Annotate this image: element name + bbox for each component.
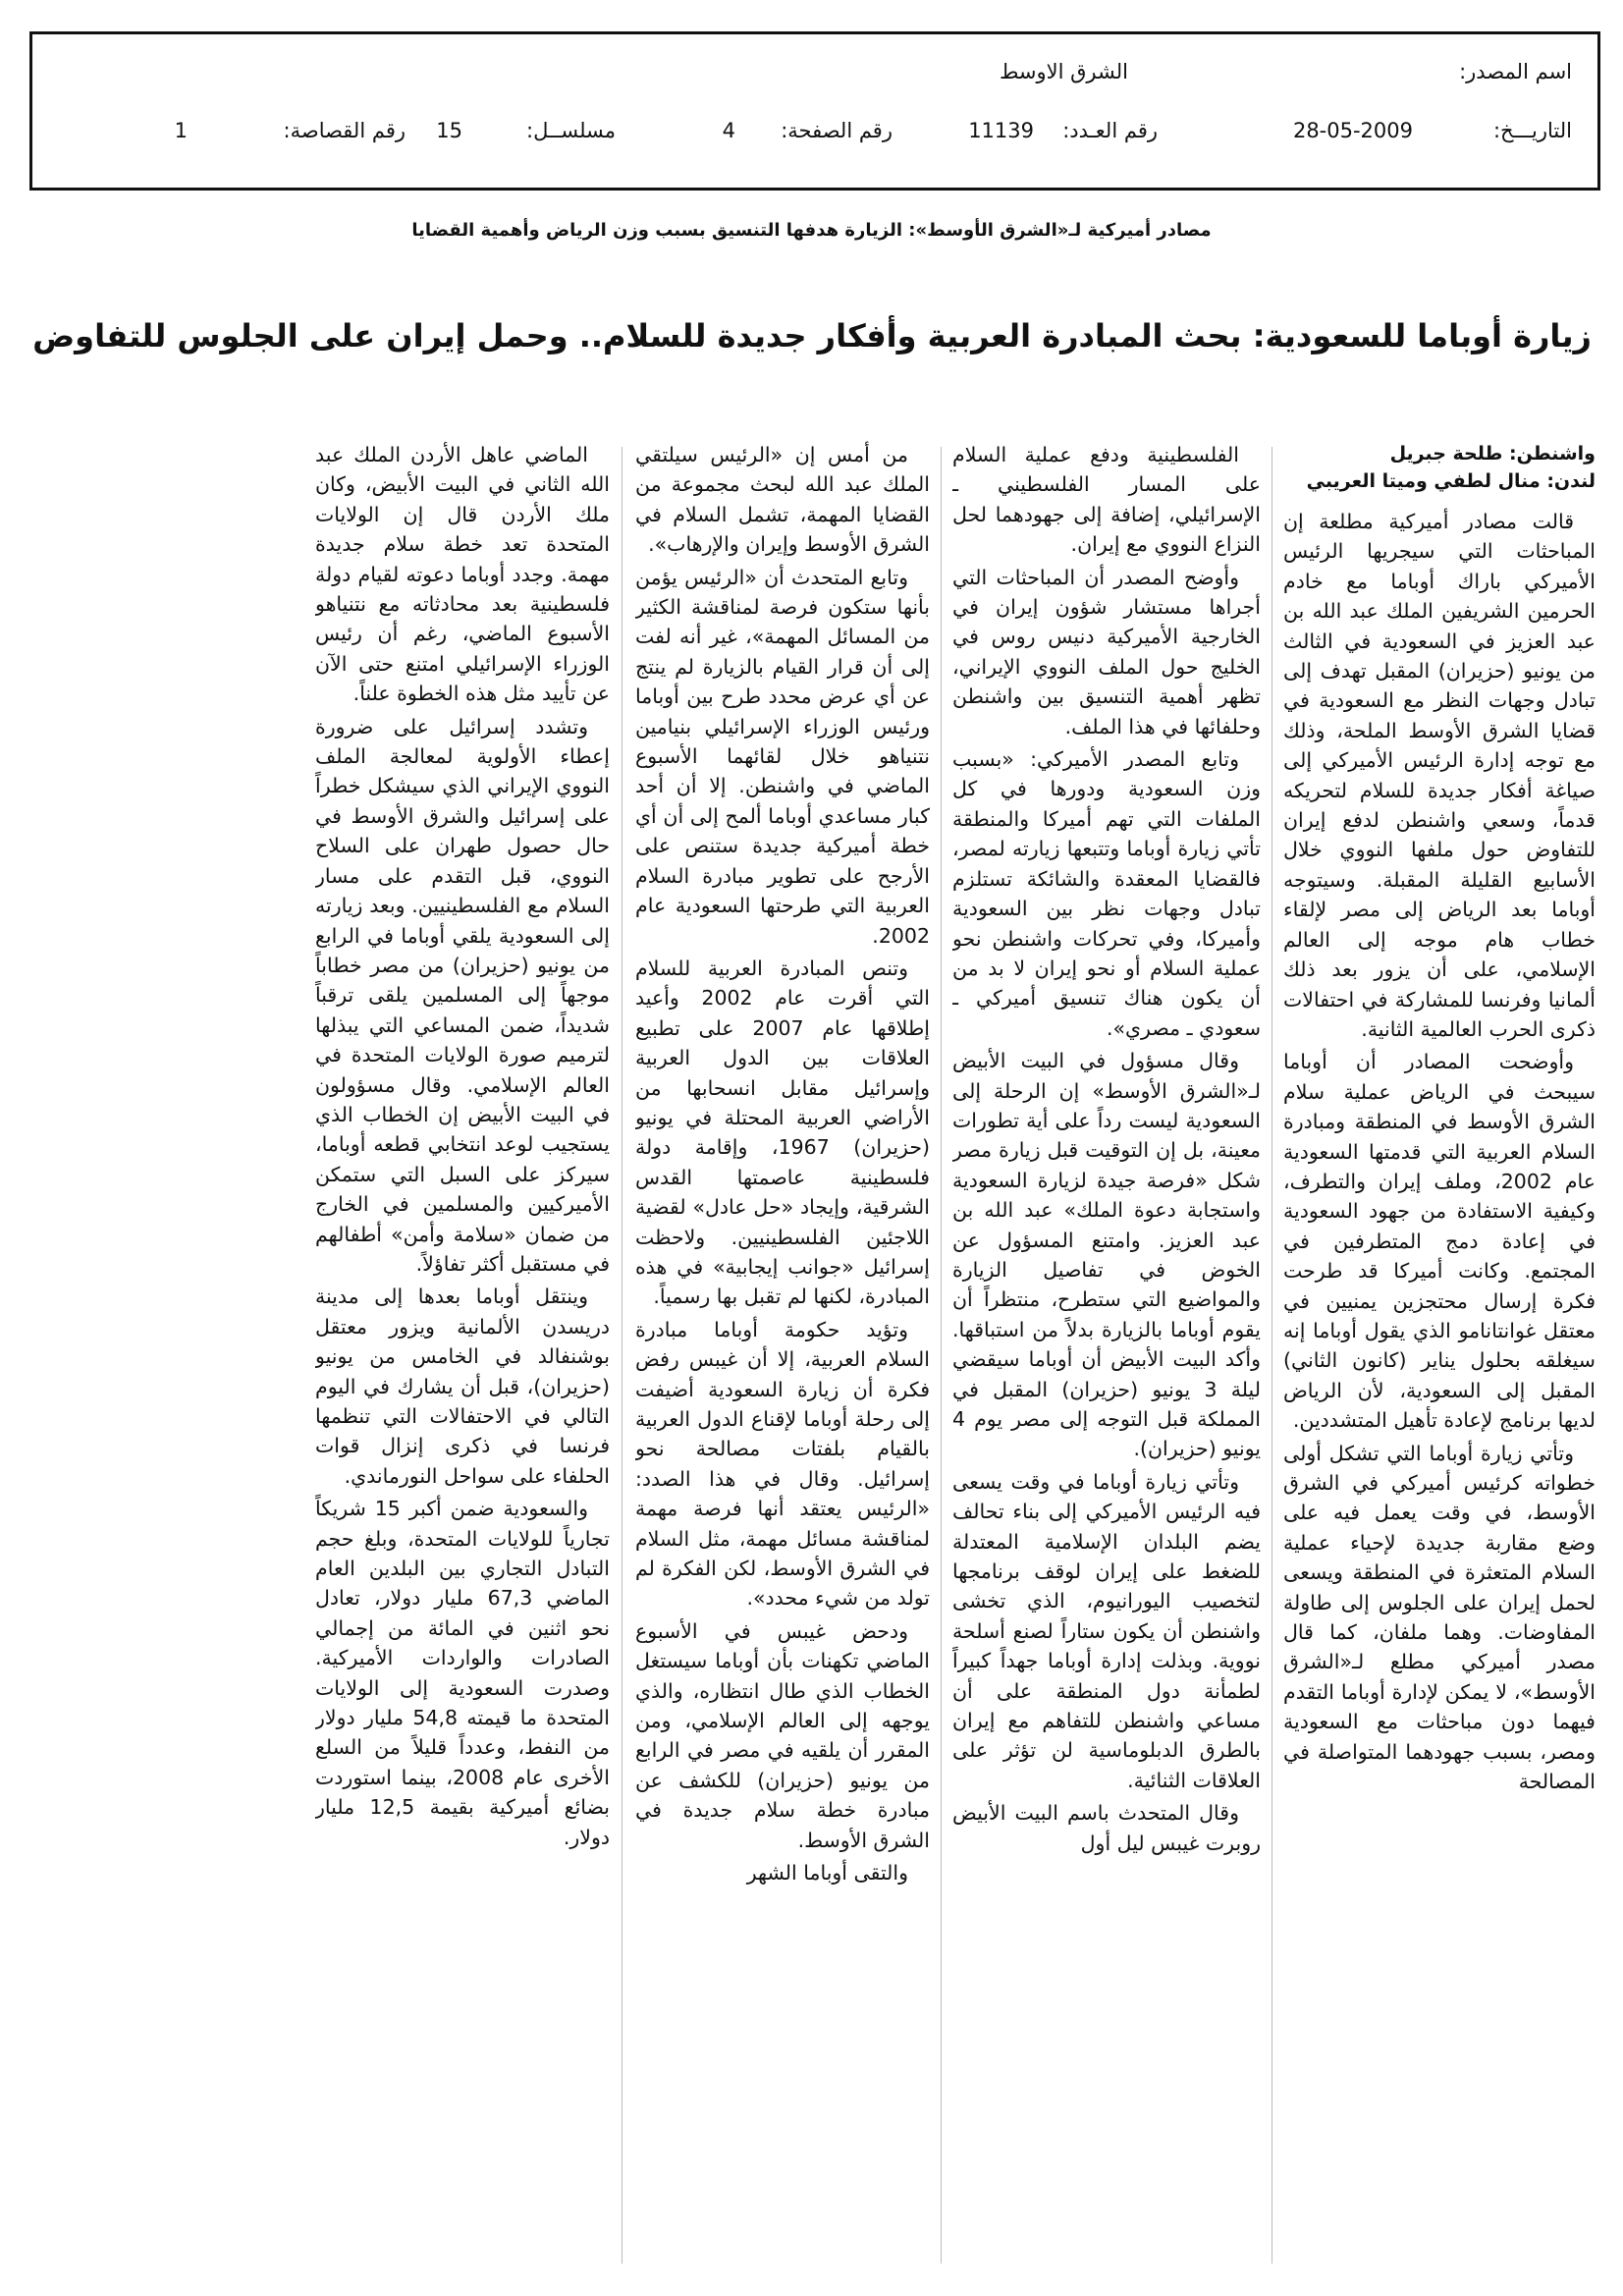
- date-label: التاريـــخ:: [1492, 119, 1572, 142]
- paragraph: وتشدد إسرائيل على ضرورة إعطاء الأولوية لمعالجة الملف النووي الإيراني الذي سيشكل خطراً على إسرائيل والشرق الأوسط في حال حصول طهران على السلاح النووي، قبل التقدم على مسار السلام مع الفلسطينيين. وبعد زيارته إلى السعودية يلقي أوباما في الرابع من يونيو (حزيران) من مصر خطاباً موجهاً إلى المسلمين يلقى ترقباً شديداً، ضمن المساعي التي يبذلها لترميم صورة الولايات المتحدة في العالم الإسلامي. وقال مسؤولون في البيت الأبيض إن الخطاب الذي يستجيب لوعد انتخابي قطعه أوباما، سيركز على السبل التي ستمكن الأميركيين والمسلمين في الخارج من ضمان «سلامة وأمن» أطفالهم في مستقبل أكثر تفاؤلاً.: [315, 714, 610, 1276]
- paragraph: وقال المتحدث باسم البيت الأبيض روبرت غيبس ليل أول: [952, 1801, 1261, 1855]
- article-column-1: [1283, 440, 1596, 2267]
- paragraph: الفلسطينية ودفع عملية السلام على المسار الفلسطيني ـ الإسرائيلي، إضافة إلى جهودهما لحل النزاع النووي مع إيران.: [952, 443, 1261, 557]
- paragraph: والتقى أوباما الشهر: [746, 1861, 908, 1886]
- clipping-value: 1: [174, 119, 188, 142]
- paragraph: وتابع المتحدث أن «الرئيس يؤمن بأنها ستكون فرصة لمناقشة الكثير من المسائل المهمة»، غير أنه لفت إلى أن قرار القيام بالزيارة لم ينتج عن أي عرض محدد طرح بين أوباما ورئيس الوزراء الإسرائيلي بنيامين نتنياهو خلال لقائهما الأسبوع الماضي في واشنطن. إلا أن أحد كبار مساعدي أوباما ألمح إلى أن أي خطة أميركية جديدة ستنص على الأرجح على تطوير مبادرة السلام العربية التي طرحتها السعودية عام 2002.: [635, 565, 930, 948]
- paragraph: وأوضح المصدر أن المباحثات التي أجراها مستشار شؤون إيران في الخارجية الأميركية دنيس روس في الخليج حول الملف النووي الإيراني، تظهر أهمية التنسيق بين واشنطن وحلفائها في هذا الملف.: [952, 565, 1261, 738]
- paragraph: وينتقل أوباما بعدها إلى مدينة دريسدن الألمانية ويزور معتقل بوشنفالد في الخامس من يونيو (حزيران)، قبل أن يشارك في اليوم التالي في الاحتفالات التي تنظمها فرنسا في ذكرى إنزال قوات الحلفاء على سواحل النورماندي.: [315, 1285, 610, 1488]
- date-value: 28-05-2009: [1292, 119, 1413, 142]
- serial-label: مسلســل:: [526, 119, 616, 142]
- paragraph: وتنص المبادرة العربية للسلام التي أقرت عام 2002 وأعيد إطلاقها عام 2007 على تطبيع العلاقات بين الدول العربية وإسرائيل مقابل انسحابها من الأراضي العربية المحتلة في يونيو (حزيران) 1967، وإقامة دولة فلسطينية عاصمتها القدس الشرقية، وإيجاد «حل عادل» لقضية اللاجئين الفلسطينيين. ولاحظت إسرائيل «جوانب إيجابية» في هذه المبادرة، لكنها لم تقبل بها رسمياً.: [635, 956, 930, 1309]
- page-label: رقم الصفحة:: [781, 119, 893, 142]
- paragraph: قالت مصادر أميركية مطلعة إن المباحثات التي سيجريها الرئيس الأميركي باراك أوباما مع خادم الحرمين الشريفين الملك عبد الله بن عبد العزيز في السعودية في الثالث من يونيو (حزيران) المقبل تهدف إلى تبادل وجهات النظر مع السعودية في قضايا الشرق الأوسط الملحة، وذلك مع توجه إدارة الرئيس الأميركي إلى صياغة أفكار جديدة للسلام لتحريكه قدماً، وسعي واشنطن لدفع إيران للتفاوض حول ملفها النووي خلال الأسابيع القليلة المقبلة. وسيتوجه أوباما بعد الرياض إلى مصر لإلقاء خطاب هام موجه إلى العالم الإسلامي، على أن يزور بعد ذلك ألمانيا وفرنسا للمشاركة في احتفالات ذكرى الحرب العالمية الثانية.: [1283, 510, 1596, 1041]
- meta-row-details: [32, 119, 1597, 158]
- paragraph: الماضي عاهل الأردن الملك عبد الله الثاني في البيت الأبيض، وكان ملك الأردن قال إن الولايات المتحدة تعد خطة سلام جديدة مهمة. وجدد أوباما دعوته لقيام دولة فلسطينية بعد محادثاته مع نتنياهو الأسبوع الماضي، رغم أن رئيس الوزراء الإسرائيلي امتنع حتى الآن عن تأييد مثل هذه الخطوة علناً.: [315, 443, 610, 706]
- issue-label: رقم العـدد:: [1062, 119, 1158, 142]
- byline-washington: واشنطن: طلحة جبريل: [1389, 443, 1596, 465]
- clipping-label: رقم القصاصة:: [283, 119, 406, 142]
- paragraph: وتؤيد حكومة أوباما مبادرة السلام العربية، إلا أن غيبس رفض فكرة أن زيارة السعودية أضيفت إلى رحلة أوباما لإقناع الدول العربية بالقيام بلفتات مصالحة نحو إسرائيل. وقال في هذا الصدد: «الرئيس يعتقد أنها فرصة مهمة لمناقشة مسائل مهمة، مثل السلام في الشرق الأوسط، لكن الفكرة لم تولد من شيء محدد».: [635, 1317, 930, 1611]
- serial-value: 15: [436, 119, 462, 142]
- paragraph: وتأتي زيارة أوباما التي تشكل أولى خطواته كرئيس أميركي في الشرق الأوسط، في وقت يعمل فيه على وضع مقاربة جديدة لإحياء عملية السلام المتعثرة في المنطقة ويسعى لحمل إيران على الجلوس إلى طاولة المفاوضات. وهما ملفان، كما قال مصدر أميركي مطلع لـ«الشرق الأوسط»، لا يمكن لإدارة أوباما التقدم فيهما دون مباحثات مع السعودية ومصر، بسبب جهودهما المتواصلة في المصالحة: [1283, 1441, 1596, 1794]
- column-divider: [941, 447, 942, 2264]
- byline: [1283, 440, 1596, 495]
- source-metadata-box: [29, 31, 1600, 191]
- source-value: الشرق الاوسط: [999, 60, 1128, 83]
- article-kicker: مصادر أميركية لـ«الشرق الأوسط»: الزيارة هدفها التنسيق بسبب وزن الرياض وأهمية القضايا: [411, 220, 1212, 241]
- paragraph: من أمس إن «الرئيس سيلتقي الملك عبد الله لبحث مجموعة من القضايا المهمة، تشمل السلام في الشرق الأوسط وإيران والإرهاب».: [635, 443, 930, 557]
- paragraph: والسعودية ضمن أكبر 15 شريكاً تجارياً للولايات المتحدة، وبلغ حجم التبادل التجاري بين البلدين العام الماضي 67,3 مليار دولار، تعادل نحو اثنين في المائة من إجمالي الصادرات والواردات الأميركية. وصدرت السعودية إلى الولايات المتحدة ما قيمته 54,8 مليار دولار من النفط، وعدداً قليلاً من السلع الأخرى عام 2008، بينما استوردت بضائع أميركية بقيمة 12,5 مليار دولار.: [315, 1497, 610, 1849]
- paragraph: وتابع المصدر الأميركي: «بسبب وزن السعودية ودورها في كل الملفات التي تهم أميركا والمنطقة تأتي زيارة أوباما وتتبعها زيارته لمصر، فالقضايا المعقدة والشائكة تستلزم تبادل وجهات نظر بين السعودية وأميركا، وفي تحركات واشنطن نحو عملية السلام أو نحو إيران لا بد من أن يكون هناك تنسيق أميركي ـ سعودي ـ مصري».: [952, 747, 1261, 1040]
- page-value: 4: [722, 119, 735, 142]
- article-column-2: [952, 440, 1261, 2267]
- source-label: اسم المصدر:: [1459, 60, 1572, 83]
- column-divider: [1271, 447, 1272, 2264]
- paragraph: ودحض غيبس في الأسبوع الماضي تكهنات بأن أوباما سيستغل الخطاب الذي طال انتظاره، والذي يوجهه إلى العالم الإسلامي، ومن المقرر أن يلقيه في مصر في الرابع من يونيو (حزيران) للكشف عن مبادرة خطة سلام جديدة في الشرق الأوسط.: [635, 1618, 930, 1852]
- meta-row-source: [32, 60, 1597, 99]
- byline-london: لندن: منال لطفي وميتا العريبي: [1306, 470, 1596, 492]
- paragraph: وقال مسؤول في البيت الأبيض لـ«الشرق الأوسط» إن الرحلة إلى السعودية ليست رداً على أية تطورات معينة، بل إن التوقيت قبل زيارة مصر شكل «فرصة جيدة لزيارة السعودية واستجابة دعوة الملك» عبد الله بن عبد العزيز. وامتنع المسؤول عن الخوض في تفاصيل الزيارة والمواضيع التي ستطرح، منتظراً أن يقوم أوباما بالزيارة بدلاً من استباقها. وأكد البيت الأبيض أن أوباما سيقضي ليلة 3 يونيو (حزيران) المقبل في المملكة قبل التوجه إلى مصر يوم 4 يونيو (حزيران).: [952, 1049, 1261, 1461]
- article-column-4: [315, 440, 610, 2267]
- paragraph: وأوضحت المصادر أن أوباما سيبحث في الرياض عملية سلام الشرق الأوسط في المنطقة ومبادرة السلام العربية التي قدمتها السعودية عام 2002، وملف إيران والتطرف، وكيفية الاستفادة من جهود السعودية في إعادة دمج المتطرفين في المجتمع. وكانت أميركا قد طرحت فكرة إرسال محتجزين يمنيين في معتقل غوانتانامو الذي يقول أوباما إنه سيغلقه بحلول يناير (كانون الثاني) المقبل إلى السعودية، لأن الرياض لديها برنامج لإعادة تأهيل المتشددين.: [1283, 1050, 1596, 1433]
- issue-value: 11139: [968, 119, 1034, 142]
- article-column-3: [635, 440, 930, 2267]
- article-headline: زيارة أوباما للسعودية: بحث المبادرة العربية وأفكار جديدة للسلام.. وحمل إيران على الجلوس للتفاوض: [32, 317, 1592, 355]
- paragraph: وتأتي زيارة أوباما في وقت يسعى فيه الرئيس الأميركي إلى بناء تحالف يضم البلدان الإسلامية المعتدلة للضغط على إيران لوقف برنامجها لتخصيب اليورانيوم، الذي تخشى واشنطن أن يكون ستاراً لصنع أسلحة نووية. وبذلت إدارة أوباما جهداً كبيراً لطمأنة دول المنطقة على أن مساعي واشنطن للتفاهم مع إيران بالطرق الدبلوماسية لن تؤثر على العلاقات الثنائية.: [952, 1469, 1261, 1792]
